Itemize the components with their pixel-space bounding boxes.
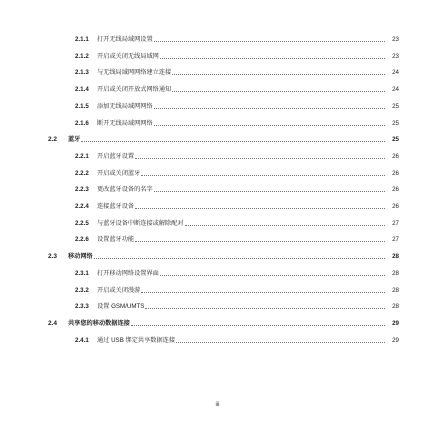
toc-entry[interactable]	[0, 34, 435, 46]
toc-entry-number: 2.2.5	[75, 219, 89, 227]
toc-entry-title: 打开无线局域网设置	[97, 36, 153, 43]
toc-leader-dots	[154, 125, 385, 126]
toc-entry-number: 2.1.2	[75, 52, 89, 60]
toc-leader-dots	[145, 308, 385, 309]
toc-entry-number: 2.1.1	[75, 36, 89, 43]
toc-entry-page: 27	[392, 236, 399, 244]
toc-entry-page: 29	[392, 336, 399, 344]
toc-entry-page: 29	[392, 319, 399, 327]
toc-entry-number: 2.2.4	[75, 203, 89, 210]
toc-entry-page: 26	[392, 186, 399, 194]
toc-entry[interactable]	[0, 268, 435, 280]
toc-entry-title: 设置 GSM/UMTS	[97, 303, 145, 311]
toc-entry-page: 26	[392, 169, 399, 177]
toc-entry-title: 设置蓝牙功能	[97, 236, 135, 244]
toc-entry-title: 开启或关闭无线局域网	[97, 52, 159, 60]
toc-entry[interactable]	[0, 168, 435, 180]
toc-entry[interactable]	[0, 184, 435, 196]
toc-entry-page: 26	[392, 152, 399, 160]
toc-entry[interactable]	[0, 118, 435, 130]
toc-entry-number: 2.1.3	[75, 69, 89, 77]
toc-leader-dots	[172, 91, 385, 92]
toc-entry[interactable]	[0, 134, 435, 146]
toc-leader-dots	[94, 258, 385, 259]
toc-entry[interactable]	[0, 301, 435, 313]
toc-entry-number: 2.2.2	[75, 169, 89, 177]
toc-entry-page: 23	[392, 52, 399, 60]
toc-entry-number: 2.3.1	[75, 269, 89, 277]
toc-entry-page: 25	[392, 136, 399, 144]
toc-entry-number: 2.3.3	[75, 303, 89, 311]
toc-leader-dots	[141, 292, 385, 293]
toc-entry-number: 2.1.4	[75, 86, 89, 94]
toc-entry-title: 共享您的移动数据连接	[68, 319, 130, 327]
toc-leader-dots	[131, 325, 385, 326]
toc-entry-title: 与无线局域网网络建立连接	[97, 69, 172, 77]
toc-entry-number: 2.2.6	[75, 236, 89, 244]
toc-entry-page: 28	[392, 286, 399, 294]
toc-entry[interactable]	[0, 151, 435, 163]
toc-entry-number: 2.2	[48, 136, 58, 144]
toc-entry-page: 25	[392, 119, 399, 127]
toc-entry-page: 27	[392, 219, 399, 227]
toc-entry[interactable]	[0, 251, 435, 263]
toc-entry-page: 28	[392, 253, 399, 261]
toc-entry-number: 2.1.6	[75, 119, 89, 127]
toc-entry[interactable]	[0, 201, 435, 213]
toc-entry-page: 24	[392, 69, 399, 77]
toc-entry[interactable]	[0, 218, 435, 230]
toc-entry[interactable]	[0, 335, 435, 347]
toc-entry-title: 更改蓝牙设备的名字	[97, 186, 153, 194]
toc-entry-number: 2.1.5	[75, 102, 89, 110]
toc-entry-number: 2.3	[48, 253, 58, 261]
toc-entry-page: 23	[392, 36, 399, 43]
toc-entry-title: 与蓝牙设备中断连接或解除配对	[97, 219, 184, 227]
toc-entry[interactable]	[0, 285, 435, 297]
toc-entry-title: 移动网络	[68, 253, 93, 261]
toc-entry-title: 开启或关闭漫游	[97, 286, 141, 294]
toc-leader-dots	[154, 191, 385, 192]
toc-leader-dots	[176, 342, 385, 343]
toc-entry-title: 连接蓝牙设备	[97, 203, 135, 210]
toc-entry-number: 2.2.3	[75, 186, 89, 194]
toc-entry-page: 26	[392, 203, 399, 210]
toc-entry[interactable]	[0, 51, 435, 63]
toc-leader-dots	[135, 208, 385, 209]
toc-entry[interactable]	[0, 101, 435, 113]
toc-leader-dots	[160, 275, 385, 276]
toc-entry[interactable]	[0, 318, 435, 330]
toc-entry-title: 通过 USB 绑定共享数据连接	[97, 336, 176, 344]
toc-entry-title: 开启蓝牙设置	[97, 152, 135, 160]
toc-entry-number: 2.4	[48, 319, 58, 327]
toc-entry-page: 28	[392, 303, 399, 311]
toc-entry-number: 2.2.1	[75, 152, 89, 160]
toc-entry-title: 断开无线局域网网络	[97, 119, 153, 127]
toc-leader-dots	[135, 241, 385, 242]
toc-entry[interactable]	[0, 67, 435, 79]
toc-leader-dots	[172, 74, 385, 75]
toc-leader-dots	[154, 108, 385, 109]
toc-entry-number: 2.4.1	[75, 336, 89, 344]
toc-entry-title: 蓝牙	[68, 136, 81, 144]
toc-entry-title: 开启或关闭蓝牙	[97, 169, 141, 177]
toc-entry-page: 24	[392, 86, 399, 94]
page-number: iii	[215, 402, 220, 408]
toc-entry-title: 打开移动网络设置界面	[97, 269, 159, 277]
toc-leader-dots	[141, 175, 385, 176]
toc-leader-dots	[135, 158, 385, 159]
toc-leader-dots	[160, 58, 385, 59]
toc-entry-page: 25	[392, 102, 399, 110]
toc-entry-title: 开启或关闭开放式网络通知	[97, 86, 172, 94]
toc-leader-dots	[81, 141, 385, 142]
toc-leader-dots	[185, 225, 385, 226]
toc-entry[interactable]	[0, 84, 435, 96]
toc-entry-number: 2.3.2	[75, 286, 89, 294]
toc-entry-page: 28	[392, 269, 399, 277]
toc-entry[interactable]	[0, 234, 435, 246]
toc-entry-title: 添加无线局域网网络	[97, 102, 153, 110]
toc-leader-dots	[154, 41, 385, 42]
